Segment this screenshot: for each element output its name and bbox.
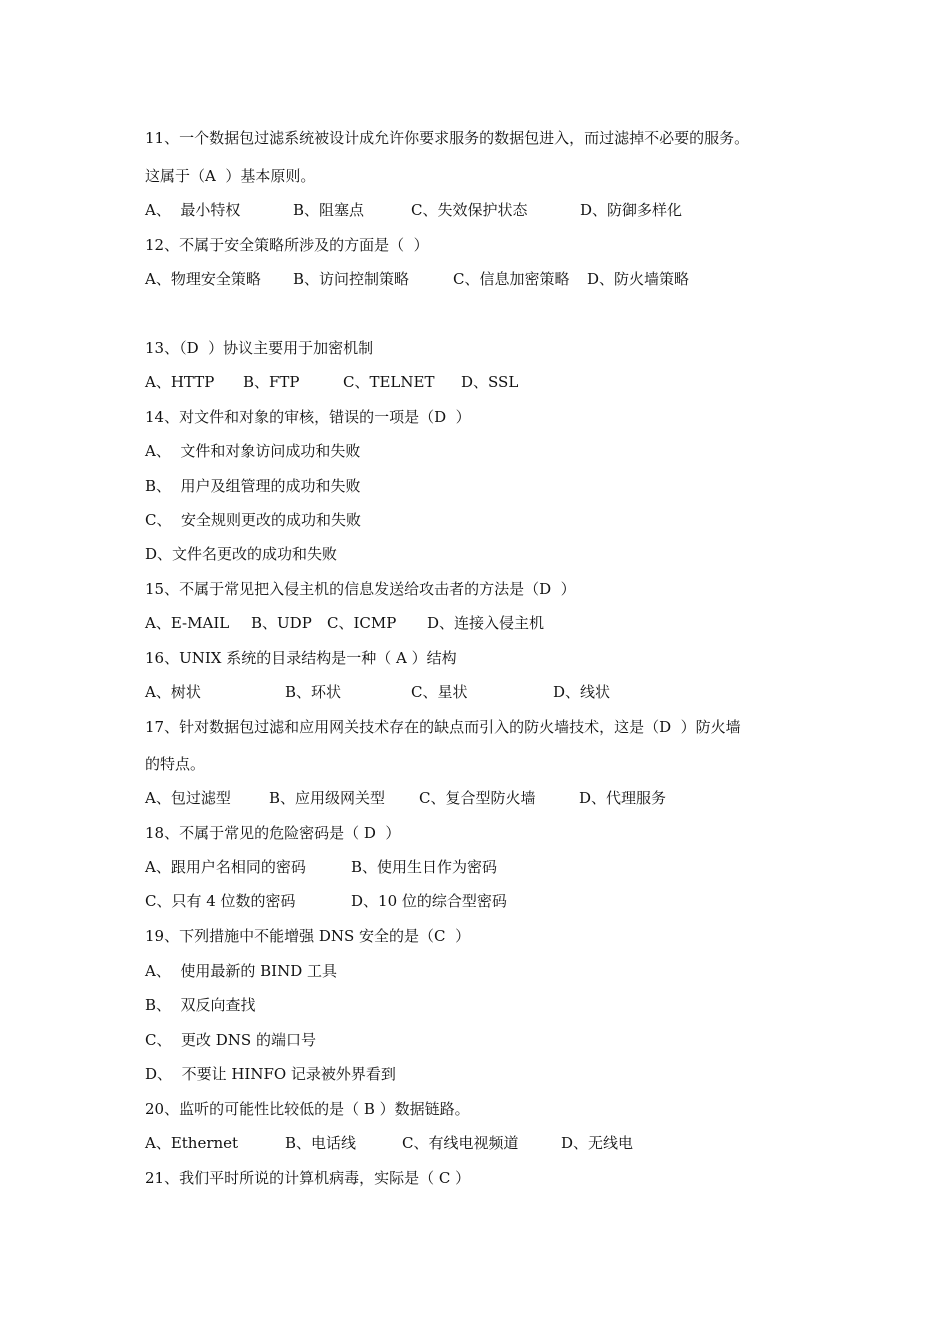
answer-option: A、 最小特权 xyxy=(145,201,241,219)
answer-option: C、只有 4 位数的密码 xyxy=(145,892,296,910)
answer-option: B、电话线 xyxy=(285,1134,357,1152)
question-text: C、 安全规则更改的成功和失败 xyxy=(145,511,362,529)
answer-option: D、10 位的综合型密码 xyxy=(351,892,507,910)
answer-option: B、应用级网关型 xyxy=(269,789,386,807)
question-text: 21、我们平时所说的计算机病毒，实际是（ C ） xyxy=(145,1169,471,1187)
question-text: B、 双反向查找 xyxy=(145,996,256,1014)
answer-option: C、复合型防火墙 xyxy=(419,789,536,807)
question-text: A、 文件和对象访问成功和失败 xyxy=(145,442,361,460)
question-text: 16、UNIX 系统的目录结构是一种（ A ）结构 xyxy=(145,649,457,667)
answer-option: C、TELNET xyxy=(343,373,435,391)
question-text: 这属于（A ）基本原则。 xyxy=(145,167,316,185)
question-text: 14、对文件和对象的审核，错误的一项是（D ） xyxy=(145,408,471,426)
answer-option: D、防御多样化 xyxy=(580,201,683,219)
question-text: D、文件名更改的成功和失败 xyxy=(145,545,338,563)
answer-option: A、E-MAIL xyxy=(145,614,230,632)
question-text: 15、不属于常见把入侵主机的信息发送给攻击者的方法是（D ） xyxy=(145,580,576,598)
question-text: 20、监听的可能性比较低的是（ B ）数据链路。 xyxy=(145,1100,470,1118)
answer-option: B、FTP xyxy=(243,373,300,391)
answer-option: D、SSL xyxy=(461,373,519,391)
question-text: C、 更改 DNS 的端口号 xyxy=(145,1031,316,1049)
answer-option: D、连接入侵主机 xyxy=(427,614,545,632)
answer-option: A、HTTP xyxy=(145,373,215,391)
answer-option: A、包过滤型 xyxy=(145,789,231,807)
answer-option: A、物理安全策略 xyxy=(145,270,261,288)
question-text: B、 用户及组管理的成功和失败 xyxy=(145,477,361,495)
answer-option: A、Ethernet xyxy=(145,1134,239,1152)
answer-option: B、使用生日作为密码 xyxy=(351,858,498,876)
question-text: A、 使用最新的 BIND 工具 xyxy=(145,962,338,980)
answer-option: B、环状 xyxy=(285,683,342,701)
question-text: 13、（D ）协议主要用于加密机制 xyxy=(145,339,374,357)
answer-option: A、跟用户名相同的密码 xyxy=(145,858,306,876)
answer-option: C、星状 xyxy=(411,683,468,701)
question-text: 12、不属于安全策略所涉及的方面是（ ） xyxy=(145,236,429,254)
answer-option: B、访问控制策略 xyxy=(293,270,410,288)
question-text: 19、下列措施中不能增强 DNS 安全的是（C ） xyxy=(145,927,471,945)
answer-option: B、UDP xyxy=(251,614,312,632)
answer-option: A、树状 xyxy=(145,683,201,701)
answer-option: D、无线电 xyxy=(561,1134,634,1152)
answer-option: D、线状 xyxy=(553,683,611,701)
question-text: 11、一个数据包过滤系统被设计成允许你要求服务的数据包进入，而过滤掉不必要的服务。 xyxy=(145,129,750,147)
answer-option: D、代理服务 xyxy=(579,789,667,807)
question-text: D、 不要让 HINFO 记录被外界看到 xyxy=(145,1065,396,1083)
question-text: 17、针对数据包过滤和应用网关技术存在的缺点而引入的防火墙技术，这是（D ）防火墙 xyxy=(145,718,741,736)
question-text: 18、不属于常见的危险密码是（ D ） xyxy=(145,824,401,842)
answer-option: C、ICMP xyxy=(327,614,397,632)
answer-option: C、失效保护状态 xyxy=(411,201,528,219)
answer-option: B、阻塞点 xyxy=(293,201,365,219)
answer-option: C、信息加密策略 xyxy=(453,270,570,288)
question-text: 的特点。 xyxy=(145,755,206,773)
answer-option: D、防火墙策略 xyxy=(587,270,690,288)
answer-option: C、有线电视频道 xyxy=(402,1134,519,1152)
